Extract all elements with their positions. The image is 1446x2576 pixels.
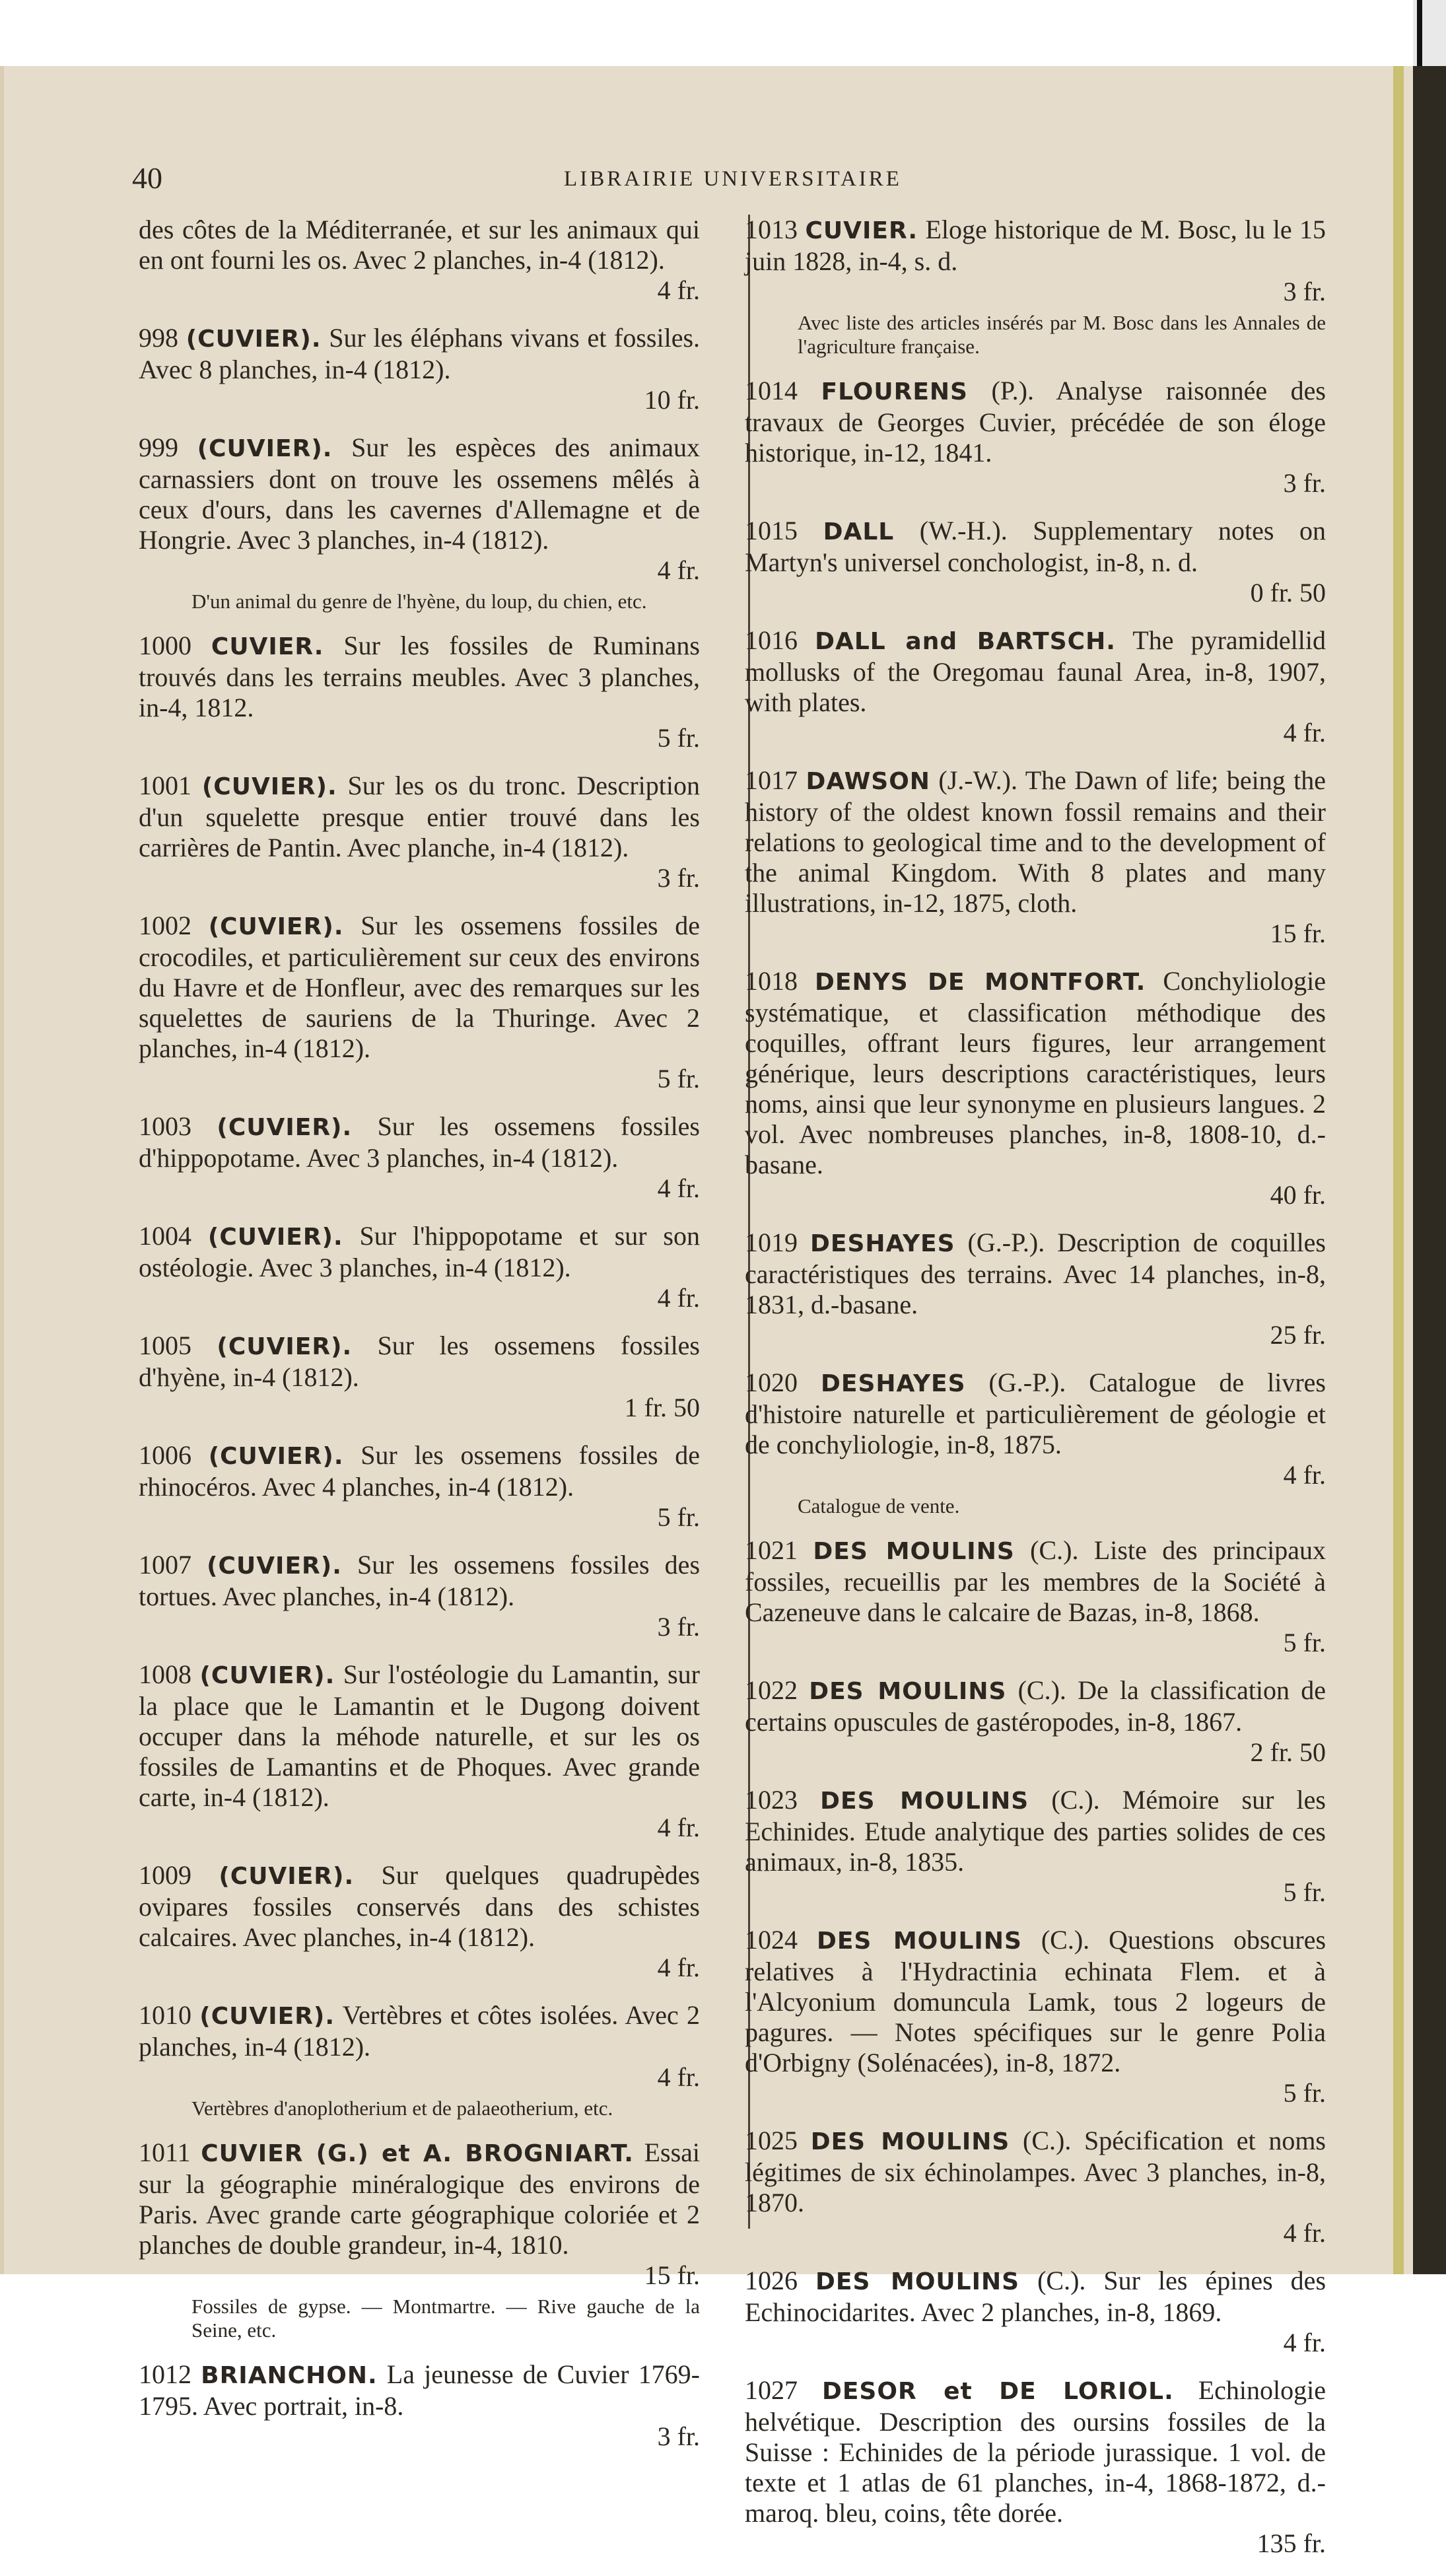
running-head: LIBRAIRIE UNIVERSITAIRE — [564, 167, 902, 191]
catalogue-entry — [139, 1550, 700, 1642]
entry-description: Echinologie helvétique. Description des oursins fossiles de la Suisse : Echinides de la période jurassique. 1 vol. de texte et 1 atlas de 61 planches, in-4, 1868-1872, d.-maroq. bleu, coins, tête dorée. — [745, 2375, 1326, 2528]
entry-description: La jeunesse de Cuvier 1769-1795. Avec portrait, in-8. — [139, 2359, 700, 2421]
entry-price: 4 fr. — [1283, 2328, 1326, 2357]
entry-description: Sur quelques quadrupèdes ovipares fossiles conservés dans des schistes calcaires. Avec planches, in-4 (1812). — [139, 1860, 701, 1952]
entry-price: 1 fr. 50 — [624, 1393, 700, 1422]
catalogue-entry — [745, 1675, 1326, 1768]
entry-price: 5 fr. — [1283, 2078, 1326, 2108]
entry-author: (CUVIER). — [201, 773, 337, 800]
entry-description: (G.-P.). Description de coquilles caractéristiques des terrains. Avec 14 planches, in-8, 1831, d.-basane. — [745, 1228, 1326, 1319]
entry-description: (J.-W.). The Dawn of life; being the history of the oldest known fossil remains and their relations to geological time and to the development of the animal Kingdom. With 8 plates and many illustrations, in-12, 1875, cloth. — [745, 765, 1326, 918]
entry-author: (CUVIER). — [186, 326, 322, 353]
entry-description: Sur l'ostéologie du Lamantin, sur la place que le Lamantin et le Dugong doivent occuper dans la méhode naturelle, et sur les os fossiles de Lamantins et de Phoques. Avec grande carte, in-4 (1812). — [139, 1659, 700, 1812]
entry-description: des côtes de la Méditerranée, et sur les animaux qui en ont fourni les os. Avec 2 planches, in-4 (1812). — [139, 215, 700, 275]
entry-price: 3 fr. — [1283, 468, 1326, 498]
entry-number: 1007 — [139, 1550, 191, 1580]
entry-price: 0 fr. 50 — [1250, 578, 1326, 608]
entry-author: (CUVIER). — [199, 1662, 335, 1689]
catalogue-entry — [139, 323, 700, 415]
entry-price: 3 fr. — [657, 1612, 700, 1642]
catalogue-entry — [745, 376, 1326, 499]
page-number: 40 — [132, 161, 162, 195]
catalogue-entry — [745, 2126, 1326, 2248]
entry-price: 5 fr. — [1283, 1628, 1326, 1657]
entry-number: 1003 — [139, 1111, 191, 1141]
entry-number: 1000 — [139, 631, 191, 660]
catalogue-entry — [745, 215, 1326, 359]
entry-author: DES MOULINS — [820, 1788, 1029, 1815]
entry-description: (C.). Liste des principaux fossiles, recueillis par les membres de la Société à Cazeneuve dans le calcaire de Bazas, in-8, 1868. — [745, 1535, 1326, 1627]
entry-number: 1008 — [139, 1659, 191, 1689]
entry-author: DES MOULINS — [813, 1538, 1015, 1565]
catalogue-entry — [745, 765, 1326, 949]
entry-number: 1015 — [745, 516, 798, 545]
entry-number: 1016 — [745, 625, 798, 655]
catalogue-entry — [139, 2359, 700, 2452]
catalogue-entry — [139, 1860, 700, 1983]
entry-author: DALL and BARTSCH. — [815, 628, 1116, 655]
entry-note: Avec liste des articles insérés par M. Bosc dans les Annales de l'agriculture française. — [798, 311, 1326, 358]
entry-number: 1011 — [139, 2138, 191, 2167]
entry-price: 10 fr. — [644, 385, 700, 415]
entry-author: DESHAYES — [810, 1230, 955, 1257]
entry-description: Sur les ossemens fossiles de crocodiles, et particulièrement sur ceux des environs du Havre et de Honfleur, avec des remarques sur les squelettes de sauriens de la Thuringe. Avec 2 planches, in-4 (1812). — [139, 911, 701, 1063]
page-edge-strip — [1393, 66, 1404, 2274]
entry-price: 15 fr. — [1270, 919, 1326, 948]
entry-number: 1020 — [745, 1368, 798, 1397]
entry-price: 4 fr. — [657, 275, 700, 305]
catalogue-entry — [745, 2375, 1326, 2559]
entry-price: 15 fr. — [644, 2260, 700, 2290]
entry-price: 4 fr. — [1283, 1460, 1326, 1490]
entry-author: DESHAYES — [821, 1370, 966, 1397]
catalogue-entry — [139, 1221, 700, 1313]
entry-price: 5 fr. — [657, 723, 700, 753]
entry-number: 1009 — [139, 1860, 191, 1890]
entry-description: Sur les éléphans vivans et fossiles. Avec 8 planches, in-4 (1812). — [139, 323, 701, 384]
entry-number: 1004 — [139, 1221, 191, 1251]
entry-description: (C.). Spécification et noms légitimes de six échinolampes. Avec 3 planches, in-8, 1870. — [745, 2126, 1326, 2217]
entry-description: Sur les os du tronc. Description d'un squelette presque entier trouvé dans les carrières de Pantin. Avec planche, in-4 (1812). — [139, 771, 701, 862]
catalogue-entry — [745, 516, 1326, 608]
catalogue-entry — [139, 771, 700, 893]
catalogue-entry — [139, 2000, 700, 2120]
entry-number: 1010 — [139, 2000, 191, 2030]
entry-number: 1024 — [745, 1925, 798, 1955]
entry-author: BRIANCHON. — [201, 2362, 378, 2389]
entry-author: DES MOULINS — [816, 1928, 1022, 1955]
entry-number: 1019 — [745, 1228, 798, 1257]
entry-description: (C.). Questions obscures relatives à l'Hydractinia echinata Flem. et à l'Alcyonium domuncula Lamk, tous 2 logeurs de pagures. — Notes spécifiques sur le genre Polia d'Orbigny (Solénacées), in-8, 1872. — [745, 1925, 1326, 2077]
entry-price: 3 fr. — [1283, 277, 1326, 306]
catalogue-entry — [139, 215, 700, 306]
scan-edge-mark — [1417, 0, 1422, 66]
entry-author: (CUVIER). — [219, 1863, 355, 1890]
entry-description: The pyramidellid mollusks of the Oregomau faunal Area, in-8, 1907, with plates. — [745, 625, 1326, 717]
entry-description: Eloge historique de M. Bosc, lu le 15 juin 1828, in-4, s. d. — [745, 215, 1326, 276]
scan-dark-margin — [1413, 66, 1446, 2274]
entry-price: 4 fr. — [657, 1283, 700, 1313]
entry-author: (CUVIER). — [208, 913, 344, 940]
entry-author: (CUVIER). — [217, 1333, 353, 1360]
catalogue-entry — [745, 1535, 1326, 1658]
entry-author: DENYS DE MONTFORT. — [815, 969, 1146, 996]
entry-description: Sur les espèces des animaux carnassiers dont on trouve les ossemens mêlés à ceux d'ours, dans les cavernes d'Allemagne et de Hongrie. Avec 3 planches, in-4 (1812). — [139, 433, 701, 555]
entry-number: 1018 — [745, 966, 798, 996]
entry-number: 1013 — [745, 215, 798, 244]
entry-description: Vertèbres et côtes isolées. Avec 2 planches, in-4 (1812). — [139, 2000, 700, 2062]
entry-number: 1017 — [745, 765, 798, 795]
entry-description: (C.). De la classification de certains opuscules de gastéropodes, in-8, 1867. — [745, 1675, 1326, 1737]
entry-description: Sur les fossiles de Ruminans trouvés dans les terrains meubles. Avec 3 planches, in-4, 1812. — [139, 631, 700, 722]
entry-description: (P.). Analyse raisonnée des travaux de Georges Cuvier, précédée de son éloge historique, in-12, 1841. — [745, 376, 1326, 468]
entry-author: DESOR et DE LORIOL. — [821, 2378, 1174, 2405]
catalogue-entry — [745, 966, 1326, 1210]
entry-price: 135 fr. — [1257, 2528, 1326, 2558]
catalogue-entry — [139, 1111, 700, 1204]
entry-number: 1022 — [745, 1675, 798, 1705]
entry-author: (CUVIER). — [199, 2003, 335, 2030]
catalogue-entry — [139, 1659, 700, 1843]
entry-price: 4 fr. — [657, 555, 700, 585]
entry-price: 4 fr. — [657, 1813, 700, 1842]
entry-note: Vertèbres d'anoplotherium et de palaeotherium, etc. — [191, 2097, 613, 2120]
catalogue-entry — [139, 433, 700, 613]
entry-price: 4 fr. — [1283, 718, 1326, 748]
entry-number: 998 — [139, 323, 178, 353]
entry-author: (CUVIER). — [208, 1443, 344, 1470]
entry-number: 999 — [139, 433, 178, 462]
entry-note: Fossiles de gypse. — Montmartre. — Rive gauche de la Seine, etc. — [191, 2295, 700, 2342]
entry-author: (CUVIER). — [207, 1552, 342, 1580]
entry-price: 4 fr. — [657, 2062, 700, 2092]
catalogue-entry — [745, 2266, 1326, 2358]
entry-description: Sur les ossemens fossiles des tortues. Avec planches, in-4 (1812). — [139, 1550, 701, 1611]
entry-number: 1001 — [139, 771, 191, 800]
catalogue-entry — [745, 1925, 1326, 2108]
entry-price: 4 fr. — [657, 1173, 700, 1203]
entry-price: 5 fr. — [1283, 1877, 1326, 1907]
catalogue-entry — [745, 625, 1326, 748]
entry-author: DES MOULINS — [810, 2128, 1010, 2155]
entry-note: D'un animal du genre de l'hyène, du loup, du chien, etc. — [191, 590, 647, 613]
entry-price: 5 fr. — [657, 1064, 700, 1094]
entry-number: 1027 — [745, 2375, 798, 2405]
left-column — [139, 215, 700, 2469]
entry-author: DES MOULINS — [815, 2268, 1020, 2295]
entry-description: Sur les ossemens fossiles de rhinocéros. Avec 4 planches, in-4 (1812). — [139, 1440, 701, 1502]
entry-price: 25 fr. — [1270, 1320, 1326, 1350]
entry-number: 1014 — [745, 376, 798, 405]
entry-description: Sur l'hippopotame et sur son ostéologie. Avec 3 planches, in-4 (1812). — [139, 1221, 701, 1282]
entry-description: (W.-H.). Supplementary notes on Martyn's universel conchologist, in-8, n. d. — [745, 516, 1326, 577]
entry-author: DAWSON — [806, 768, 930, 795]
entry-description: Conchyliologie systématique, et classification méthodique des coquilles, offrant leurs figures, leur arrangement générique, leurs descriptions caractéristiques, leurs noms, ainsi que leur synonyme en plusieurs langues. 2 vol. Avec nombreuses planches, in-8, 1808-10, d.-basane. — [745, 966, 1326, 1179]
entry-number: 1026 — [745, 2266, 798, 2295]
entry-price: 3 fr. — [657, 2421, 700, 2451]
entry-number: 1002 — [139, 911, 191, 940]
catalogue-entry — [745, 1228, 1326, 1350]
entry-description: (G.-P.). Catalogue de livres d'histoire naturelle et particulièrement de géologie et de conchyliologie, in-8, 1875. — [745, 1368, 1326, 1459]
catalogue-entry — [139, 1331, 700, 1423]
entry-author: DALL — [823, 518, 895, 545]
entry-author: (CUVIER). — [217, 1114, 353, 1141]
entry-author: DES MOULINS — [809, 1678, 1007, 1705]
entry-number: 1023 — [745, 1785, 798, 1815]
entry-description: (C.). Sur les épines des Echinocidarites. Avec 2 planches, in-8, 1869. — [745, 2266, 1326, 2327]
entry-price: 5 fr. — [657, 1502, 700, 1532]
entry-number: 1006 — [139, 1440, 191, 1470]
entry-price: 3 fr. — [657, 863, 700, 893]
entry-price: 4 fr. — [657, 1953, 700, 1982]
entry-number: 1021 — [745, 1535, 798, 1565]
entry-author: CUVIER. — [805, 217, 918, 244]
entry-number: 1025 — [745, 2126, 798, 2155]
right-column — [745, 215, 1326, 2576]
entry-description: (C.). Mémoire sur les Echinides. Etude analytique des parties solides de ces animaux, in-8, 1835. — [745, 1785, 1326, 1877]
entry-description: Sur les ossemens fossiles d'hippopotame. Avec 3 planches, in-4 (1812). — [139, 1111, 700, 1173]
catalogue-entry — [139, 631, 700, 753]
entry-price: 4 fr. — [1283, 2218, 1326, 2248]
catalogue-entry — [139, 911, 700, 1094]
entry-price: 2 fr. 50 — [1250, 1737, 1326, 1767]
entry-author: CUVIER (G.) et A. BROGNIART. — [201, 2140, 634, 2167]
catalogue-entry — [745, 1368, 1326, 1518]
entry-author: (CUVIER). — [207, 1224, 343, 1251]
entry-note: Catalogue de vente. — [798, 1494, 960, 1517]
entry-description: Essai sur la géographie minéralogique des environs de Paris. Avec grande carte géographique coloriée et 2 planches de double grandeur, in-4, 1810. — [139, 2138, 701, 2260]
entry-author: FLOURENS — [821, 378, 968, 405]
entry-author: CUVIER. — [211, 633, 324, 660]
entry-number: 1012 — [139, 2359, 191, 2389]
catalogue-entry — [139, 1440, 700, 1533]
catalogue-entry — [139, 2138, 700, 2342]
entry-author: (CUVIER). — [197, 435, 333, 462]
entry-price: 40 fr. — [1270, 1180, 1326, 1210]
entry-number: 1005 — [139, 1331, 191, 1360]
catalogue-entry — [745, 1785, 1326, 1908]
page-header — [132, 160, 1334, 193]
entry-description: Sur les ossemens fossiles d'hyène, in-4 (1812). — [139, 1331, 700, 1392]
